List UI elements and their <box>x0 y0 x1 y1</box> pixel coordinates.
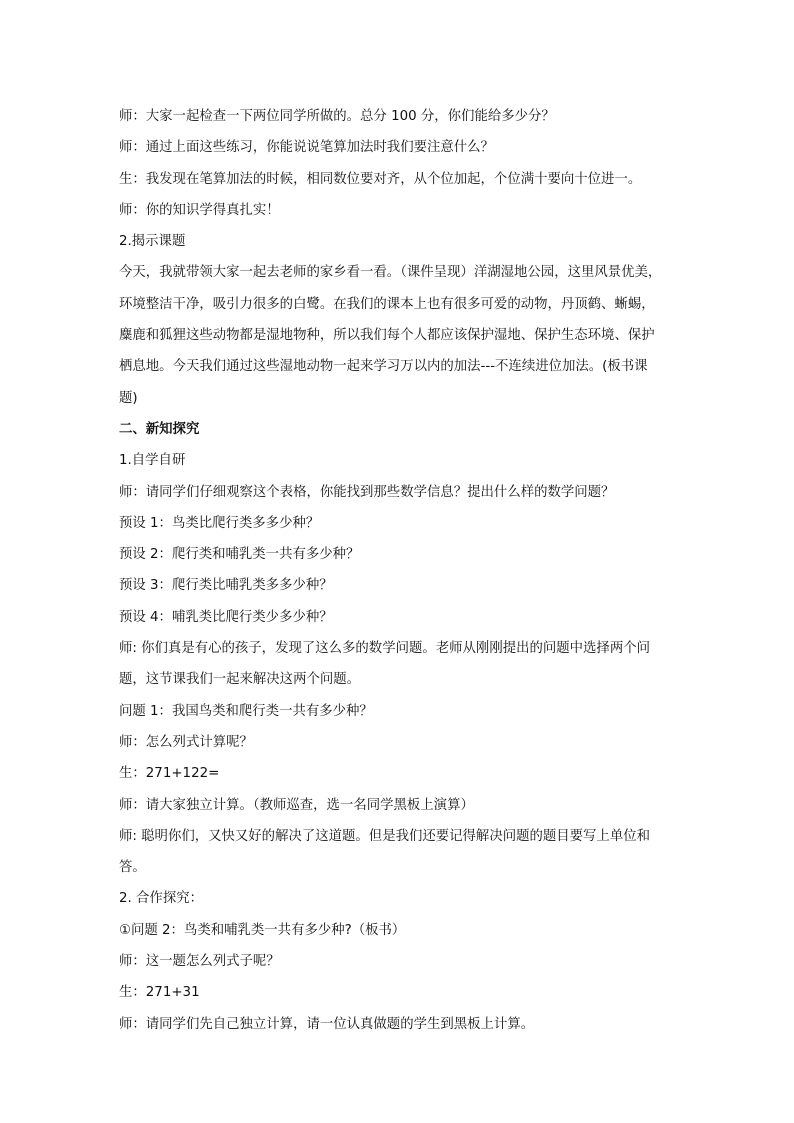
text-line: 问题 1：我国鸟类和爬行类一共有多少种？ <box>119 703 373 719</box>
text-line: 2.揭示课题 <box>119 234 186 250</box>
text-line: 师：大家一起检查一下两位同学所做的。总分 100 分，你们能给多少分？ <box>119 109 555 124</box>
text-line: 栖息地。今天我们通过这些湿地动物一起来学习万以内的加法---不连续进位加法。(板书课 <box>119 359 648 375</box>
text-line: 师：怎么列式计算呢？ <box>119 734 253 750</box>
text-line: 生：我发现在笔算加法的时候，相同数位要对齐，从个位加起，个位满十要向十位进一。 <box>119 171 642 187</box>
text-line: ①问题 2：鸟类和哺乳类一共有多少种?（板书） <box>119 922 406 938</box>
text-line: 师：这一题怎么列式子呢？ <box>119 954 280 970</box>
text-line: 题，这节课我们一起来解决这两个问题。 <box>119 672 361 688</box>
text-line: 师：请同学们先自己独立计算，请一位认真做题的学生到黑板上计算。 <box>119 1016 535 1032</box>
document-body <box>119 101 679 1040</box>
text-line: 题) <box>119 390 138 406</box>
text-line: 师：通过上面这些练习，你能说说笔算加法时我们要注意什么？ <box>119 140 494 156</box>
text-line: 麋鹿和狐狸这些动物都是湿地物种，所以我们每个人都应该保护湿地、保护生态环境、保护 <box>119 328 655 344</box>
text-line: 环境整洁干净，吸引力很多的白鹭。在我们的课本上也有很多可爱的动物，丹顶鹤、蜥蜴， <box>119 296 655 312</box>
text-line: 1.自学自研 <box>119 453 186 469</box>
text-line: 生：271+122= <box>119 766 220 782</box>
text-line: 预设 3：爬行类比哺乳类多多少种？ <box>119 578 333 594</box>
text-line: 今天，我就带领大家一起去老师的家乡看一看。（课件呈现）洋湖湿地公园，这里风景优美， <box>119 265 662 281</box>
text-line: 师：请大家独立计算。（教师巡查，选一名同学黑板上演算） <box>119 797 474 813</box>
text-line: 答。 <box>119 860 146 876</box>
text-line: 师：你的知识学得真扎实！ <box>119 202 280 218</box>
section-heading: 二、新知探究 <box>119 421 200 437</box>
text-line: 预设 1：鸟类比爬行类多多少种？ <box>119 515 320 531</box>
text-line: 师: 聪明你们，又快又好的解决了这道题。但是我们还要记得解决问题的题目要写上单位和 <box>119 828 650 844</box>
text-line: 预设 2：爬行类和哺乳类一共有多少种？ <box>119 547 360 563</box>
text-line: 师: 你们真是有心的孩子，发现了这么多的数学问题。老师从刚刚提出的问题中选择两个问 <box>119 641 650 657</box>
text-line: 2. 合作探究： <box>119 891 203 907</box>
text-line: 预设 4：哺乳类比爬行类少多少种？ <box>119 609 333 625</box>
text-line: 师：请同学们仔细观察这个表格，你能找到那些数学信息？提出什么样的数学问题？ <box>119 484 615 500</box>
text-line: 生：271+31 <box>119 985 200 1001</box>
